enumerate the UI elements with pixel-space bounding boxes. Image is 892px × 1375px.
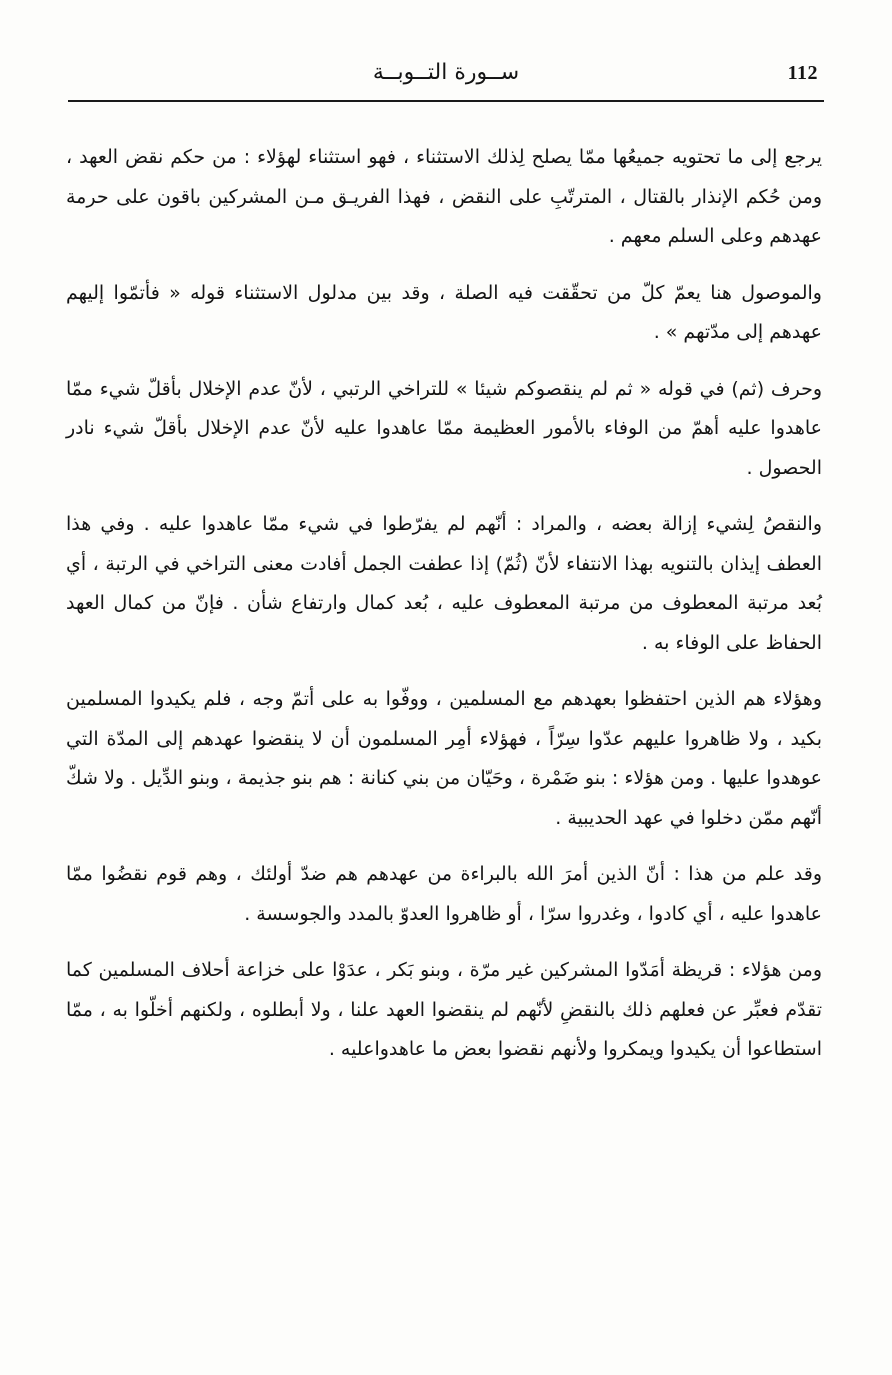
- header-divider: [68, 100, 824, 102]
- paragraph: وحرف (ثم) في قوله « ثم لم ينقصوكم شيئا » للتراخي الرتبي ، لأنّ عدم الإخلال بأقلّ شيء ممّا عاهدوا عليه أهمّ من الوفاء بالأمور العظيمة ممّا عاهدوا عليه لأنّ عدم الإخلال بأقلّ شيء نادر الحصول .: [66, 377, 822, 479]
- paragraph: وقد علم من هذا : أنّ الذين أمرَ الله بالبراءة من عهدهم هم ضدّ أولئك ، وهم قوم نقضُوا ممّا عاهدوا عليه ، أي كادوا ، وغدروا سرّا ، أو ظاهروا العدوّ بالمدد والجوسسة .: [66, 863, 822, 925]
- chapter-title: ســورة التــوبــة: [372, 60, 520, 85]
- paragraph: والنقصُ لِشيء إزالة بعضه ، والمراد : أنّهم لم يفرّطوا في شيء ممّا عاهدوا عليه . وفي هذا العطف إيذان بالتنويه بهذا الانتفاء لأنّ (ثُمّ) إذا عطفت الجمل أفادت معنى التراخي في الرتبة ، أي بُعد مرتبة المعطوف من مرتبة المعطوف عليه ، بُعد كمال وارتفاع شأن . فإنّ من كمال العهد الحفاظ على الوفاء به .: [66, 513, 822, 654]
- paragraph: يرجع إلى ما تحتويه جميعُها ممّا يصلح لِذلك الاستثناء ، فهو استثناء لهؤلاء : من حكم نقض العهد ، ومن حُكم الإنذار بالقتال ، المترتّبِ على النقض ، فهذا الفريـق مـن المشركين باقون على حرمة عهدهم وعلى السلم معهم .: [66, 146, 822, 247]
- page-number: 112: [787, 62, 818, 84]
- paragraph: والموصول هنا يعمّ كلّ من تحقّقت فيه الصلة ، وقد بين مدلول الاستثناء قوله « فأتمّوا إليهم عهدهم إلى مدّتهم » .: [66, 281, 822, 343]
- body-text: [66, 138, 822, 1070]
- paragraph: ومن هؤلاء : قريظة أمَدّوا المشركين غير مرّة ، وبنو بَكر ، عدَوْا على خزاعة أحلاف المسلمين كما تقدّم فعبِّر عن فعلهم ذلك بالنقضِ لأنّهم لم ينقضوا العهد علنا ، ولا أبطلوه ، ولكنهم أخلّوا به ، ممّا استطاعوا أن يكيدوا ويمكروا ولأنهم نقضوا بعض ما عاهدواعليه .: [66, 959, 822, 1060]
- paragraph: وهؤلاء هم الذين احتفظوا بعهدهم مع المسلمين ، ووفّوا به على أتمّ وجه ، فلم يكيدوا المسلمين بكيد ، ولا ظاهروا عليهم عدّوا سِرّاً ، فهؤلاء أمِر المسلمون أن لا ينقضوا عهدهم إلى المدّة التي عوهدوا عليها . ومن هؤلاء : بنو ضَمْرة ، وحَيّان من بني كنانة : هم بنو جذيمة ، وبنو الدِّيل . ولا شكّ أنّهم ممّن دخلوا في عهد الحديبية .: [66, 688, 822, 829]
- page-header: [68, 56, 824, 100]
